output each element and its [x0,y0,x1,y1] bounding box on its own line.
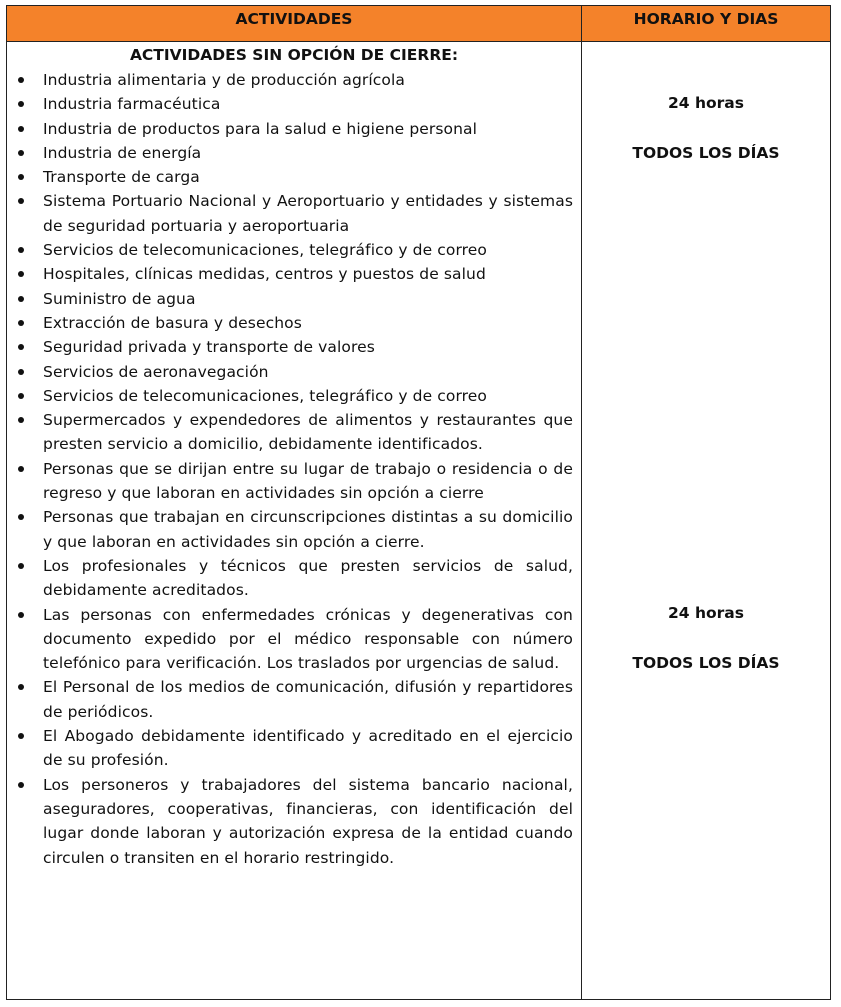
list-item: Transporte de carga [7,165,581,189]
schedule-days: TODOS LOS DÍAS [632,654,780,672]
list-item: Servicios de telecomunicaciones, telegráfico y de correo [7,238,581,262]
list-item: Servicios de telecomunicaciones, telegráfico y de correo [7,384,581,408]
schedule-block-2 [582,603,830,673]
list-item: Supermercados y expendedores de alimentos y restaurantes que presten servicio a domicilio, debidamente identificados. [7,408,581,457]
activity-list [7,68,581,870]
schedule-block-1 [582,93,830,163]
list-item: Industria alimentaria y de producción agrícola [7,68,581,92]
list-item: Servicios de aeronavegación [7,360,581,384]
list-item: Personas que trabajan en circunscripciones distintas a su domicilio y que laboran en actividades sin opción a cierre. [7,505,581,554]
list-item: Los profesionales y técnicos que presten servicios de salud, debidamente acreditados. [7,554,581,603]
list-item: Los personeros y trabajadores del sistema bancario nacional, aseguradores, cooperativas, financieras, con identificación del lugar donde laboran y autorización expresa de la entidad cuando circulen o transiten en el horario restringido. [7,773,581,870]
schedule-hours: 24 horas [668,94,744,112]
schedule-days: TODOS LOS DÍAS [632,144,780,162]
list-item: Industria de energía [7,141,581,165]
list-item: Sistema Portuario Nacional y Aeroportuario y entidades y sistemas de seguridad portuaria y aeroportuaria [7,189,581,238]
list-item: Hospitales, clínicas medidas, centros y puestos de salud [7,262,581,286]
header-schedule: HORARIO Y DIAS [633,10,779,28]
activities-table [6,5,831,1000]
list-item: El Personal de los medios de comunicación, difusión y repartidores de periódicos. [7,675,581,724]
list-item: Industria de productos para la salud e higiene personal [7,117,581,141]
list-item: Seguridad privada y transporte de valores [7,335,581,359]
list-item: Las personas con enfermedades crónicas y degenerativas con documento expedido por el médico responsable con número telefónico para verificación. Los traslados por urgencias de salud. [7,603,581,676]
list-item: El Abogado debidamente identificado y acreditado en el ejercicio de su profesión. [7,724,581,773]
list-item: Industria farmacéutica [7,92,581,116]
list-item: Suministro de agua [7,287,581,311]
table-header-row [7,6,830,42]
header-activities: ACTIVIDADES [235,10,353,28]
section-title: ACTIVIDADES SIN OPCIÓN DE CIERRE: [129,46,459,64]
list-item: Extracción de basura y desechos [7,311,581,335]
schedule-hours: 24 horas [668,604,744,622]
list-item: Personas que se dirijan entre su lugar de trabajo o residencia o de regreso y que laboran en actividades sin opción a cierre [7,457,581,506]
